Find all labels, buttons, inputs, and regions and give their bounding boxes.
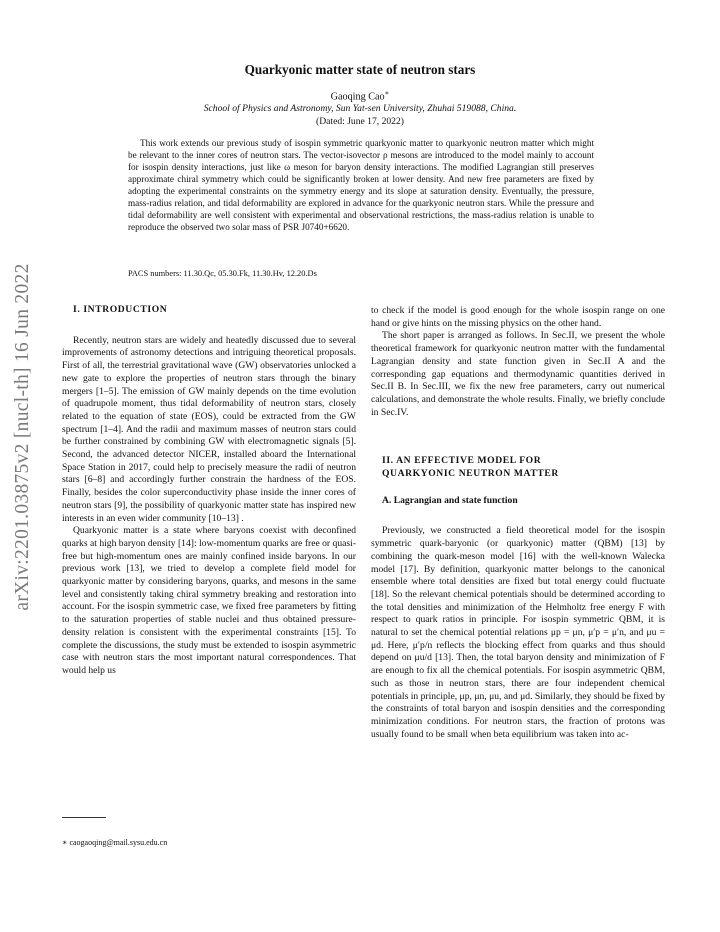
author-name: Gaoqing Cao bbox=[330, 91, 385, 103]
author-line bbox=[0, 89, 720, 102]
intro-paragraph-4: The short paper is arranged as follows. In Sec.II, we present the whole theoretical framework for quarkyonic neutron matter with the fundamental Lagrangian density and state function given in Sec.II A and the corresponding gap equations and thermodynamic quantities derived in Sec.II B. In Sec.III, we fix the new free parameters, carry out numerical calculations, and demonstrate the whole results. Finally, we briefly conclude in Sec.IV. bbox=[371, 330, 665, 418]
pacs-numbers: PACS numbers: 11.30.Qc, 05.30.Fk, 11.30.Hv, 12.20.Ds bbox=[128, 269, 317, 278]
author-footnote-mark: ∗ bbox=[384, 89, 390, 97]
arxiv-identifier-text: arXiv:2201.03875v2 [nucl-th] 16 Jun 2022 bbox=[12, 263, 33, 611]
footnote-email: ∗ caogaoqing@mail.sysu.edu.cn bbox=[62, 838, 168, 847]
intro-paragraph-1: Recently, neutron stars are widely and heatedly discussed due to several improvements of astronomy detections and intriguing theoretical proposals. First of all, the terrestrial gravitational wave (GW) observatories unlocked a new gate to explore the properties of neutron stars through the binary mergers [1–5]. The emission of GW mainly depends on the time evolution of quadrupole moment, thus tidal deformability of neutron stars, closely related to the equation of state (EOS), could be extracted from the GW spectrum [1–4]. And the radii and maximum masses of neutron stars could be further constrained by combining GW with electromagnetic signals [5]. Second, the advanced detector NICER, installed aboard the International Space Station in 2017, could help to precisely measure the radii of neutron stars [6–8] and accordingly further constrain the hardness of the EOS. Finally, besides the color superconductivity phase inside the inner cores of neutron stars [9], the possibility of quarkyonic matter state has inspired new interests in an even wider community [10–13] . bbox=[62, 334, 356, 524]
section-heading-model-line-2: QUARKYONIC NEUTRON MATTER bbox=[382, 468, 559, 480]
affiliation: School of Physics and Astronomy, Sun Yat-sen University, Zhuhai 519088, China. bbox=[203, 103, 517, 114]
model-paragraph-1: Previously, we constructed a field theoretical model for the isospin symmetric quark-baryonic (or quarkyonic) matter (QBM) [13] by combining the quark-meson model [16] with the well-known Walecka model [17]. By definition, quarkyonic matter belongs to the canonical ensemble where total densities are fixed but total energy could fluctuate [18]. So the relevant chemical potentials should be determined according to the total densities and minimization of the Helmholtz free energy F with respect to quark ratios in principle. For isospin symmetric QBM, it is natural to set the chemical potential relations μp = μn, μ′p = μ′n, and μu = μd. Here, μ′p/n reflects the blocking effect from quarks and thus should depend on μu/d [13]. Then, the total baryon density and minimization of F are enough to fix all the chemical potentials. For isospin asymmetric QBM, such as those in neutron stars, there are four independent chemical potentials in principle, μp, μn, μu, and μd. Similarly, they should be fixed by the constraints of total baryon and isospin densities and the corresponding minimization conditions. For neutron stars, the fraction of protons was usually found to be small when beta equilibrium was taken into ac- bbox=[371, 525, 665, 740]
date-line: (Dated: June 17, 2022) bbox=[316, 116, 404, 127]
left-column bbox=[62, 304, 356, 678]
intro-paragraph-2: Quarkyonic matter is a state where baryons coexist with deconfined quarks at high baryon density [14]: low-momentum quarks are free or quasi-free but high-momentum ones are mainly confined inside baryons. In our previous work [13], we tried to develop a complete field model for quarkyonic matter by considering baryons, quarks, and mesons in the same level and consistently taking chiral symmetry breaking and restoration into account. For the isospin symmetric case, we fixed free parameters by fitting to the saturation properties of stable nuclei and thus obtained pressure-density relation is consistent with the experimental constraints [15]. To complete the discussions, the study must be extended to isospin asymmetric case with neutron stars the most important natural correspondences. That would help us bbox=[62, 525, 356, 676]
right-column bbox=[371, 305, 665, 741]
section-heading-introduction: I. INTRODUCTION bbox=[73, 304, 168, 315]
intro-paragraph-3: to check if the model is good enough for the whole isospin range on one hand or give hints on the missing physics on the other hand. bbox=[371, 305, 665, 329]
footnote-rule bbox=[62, 817, 106, 818]
section-heading-model-line-1: II. AN EFFECTIVE MODEL FOR bbox=[382, 455, 542, 467]
paper-title: Quarkyonic matter state of neutron stars bbox=[244, 62, 476, 77]
abstract: This work extends our previous study of isospin symmetric quarkyonic matter to quarkyonic neutron matter which might be relevant to the inner cores of neutron stars. The vector-isovector ρ mesons are introduced to the model mainly to account for isospin density interactions, just like ω meson for baryon density interactions. The modified Lagrangian still preserves approximate chiral symmetry which could be significantly broken at lower density. And new free parameters are fixed by adopting the experimental constraints on the symmetry energy and its slope at saturation density. Eventually, the pressure, mass-radius relation, and tidal deformability are explored in advance for the quarkyonic neutron stars. While the pressure and tidal deformability are well consistent with experimental and observational restrictions, the mass-radius relation is unable to reproduce the observed two solar mass of PSR J0740+6620. bbox=[128, 138, 594, 232]
arxiv-identifier bbox=[8, 232, 38, 642]
subsection-heading-lagrangian: A. Lagrangian and state function bbox=[382, 494, 518, 506]
